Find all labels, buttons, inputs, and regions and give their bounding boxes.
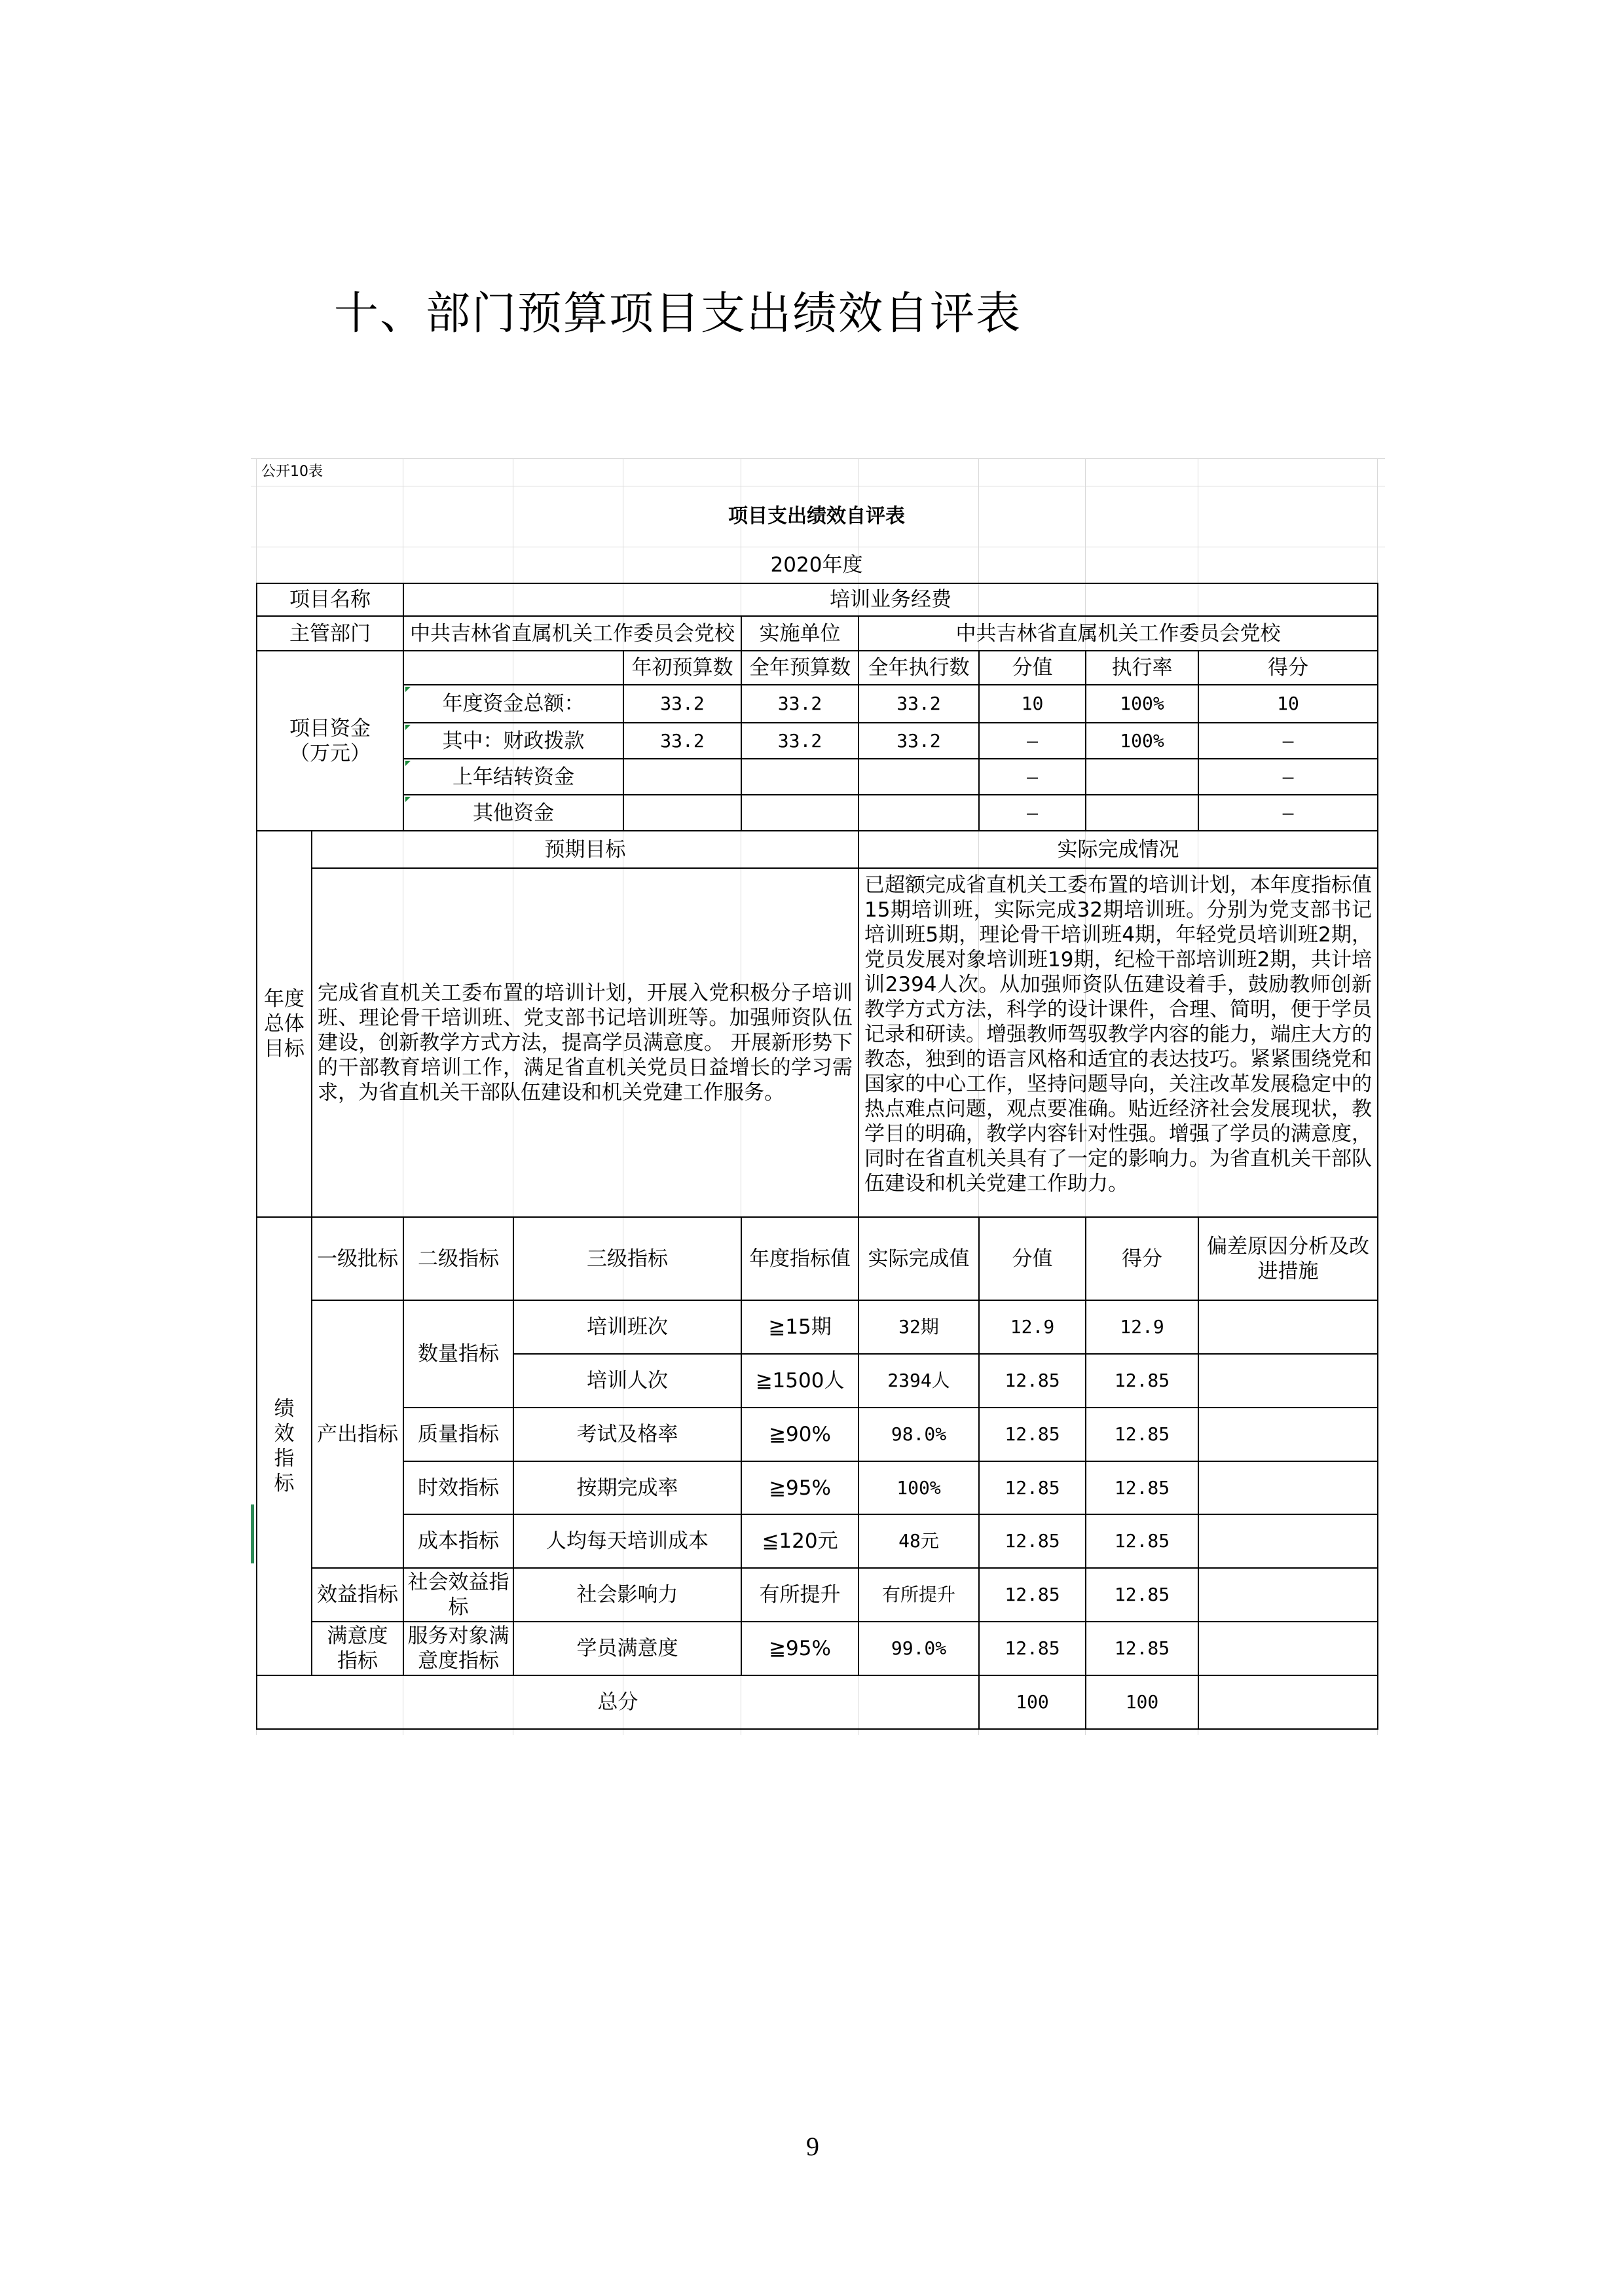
funds-value: 100% [1085,722,1199,759]
indicator-header-cell: 一级批标 [311,1216,404,1301]
indicator-header-cell: 得分 [1085,1216,1199,1301]
indicator-actual: 32期 [858,1300,980,1355]
funds-row-label: 上年结转资金 [403,758,624,795]
impl-value: 中共吉林省直属机关工作委员会党校 [858,615,1378,651]
funds-value [741,758,859,795]
indicator-score: 12.85 [1085,1461,1199,1515]
indicator-header-cell: 分值 [978,1216,1086,1301]
project-name-label: 项目名称 [256,583,404,617]
gridline [251,458,1385,459]
sheet-year: 2020年度 [770,553,863,577]
funds-value [858,794,980,831]
indicator-target: ≦120元 [741,1514,859,1569]
funds-header-cell: 分值 [978,650,1086,685]
funds-header-cell: 年初预算数 [623,650,742,685]
funds-value [858,758,980,795]
funds-label: 项目资金 （万元） [256,650,404,831]
funds-value: — [978,794,1086,831]
indicator-score: 12.85 [1085,1407,1199,1462]
funds-value [1085,758,1199,795]
funds-value: — [978,722,1086,759]
row-selection-marker [251,1504,254,1563]
funds-value: 33.2 [623,684,742,723]
performance-sheet [251,458,1385,1735]
actual-result-header: 实际完成情况 [858,830,1378,869]
indicator-header-cell: 偏差原因分析及改进措施 [1198,1216,1378,1301]
indicator-name: 按期完成率 [513,1461,742,1515]
indicator-target: ≧15期 [741,1300,859,1355]
indicator-score-value: 12.85 [978,1567,1086,1622]
indicator-score-value: 12.85 [978,1353,1086,1408]
indicator-deviation-note [1198,1514,1378,1569]
funds-value: 10 [1198,684,1378,723]
indicator-score: 12.85 [1085,1621,1199,1676]
indicator-score-value: 12.85 [978,1514,1086,1569]
indicator-score: 12.85 [1085,1567,1199,1622]
indicator-score: 12.9 [1085,1300,1199,1355]
indicator-score: 12.85 [1085,1514,1199,1569]
dept-value: 中共吉林省直属机关工作委员会党校 [403,615,742,651]
impl-label: 实施单位 [741,615,859,651]
funds-value [1085,794,1199,831]
indicator-actual: 有所提升 [858,1567,980,1622]
funds-value: — [1198,794,1378,831]
actual-result-text: 已超额完成省直机关工委布置的培训计划，本年度指标值15期培训班，实际完成32期培训班。分别为党支部书记培训班5期，理论骨干培训班4期，年轻党员培训班2期，党员发展对象培训班19期，纪检干部培训班2期，共计培训2394人次。从加强师资队伍建设着手，鼓励教师创新教学方式方法，科学的设计课件，合理、简明，便于学员记录和研读。增强教师驾驭教学内容的能力，端庄大方的教态，独到的语言风格和适宜的表达技巧。紧紧围绕党和国家的中心工作，坚持问题导向，关注改革发展稳定中的热点难点问题，观点要准确。贴近经济社会发展现状，教学目的明确，教学内容针对性强。增强了学员的满意度，同时在省直机关具有了一定的影响力。为省直机关干部队伍建设和机关党建工作助力。 [858,867,1378,1218]
dept-label: 主管部门 [256,615,404,651]
level2-timeliness: 时效指标 [403,1461,514,1515]
indicator-name: 人均每天培训成本 [513,1514,742,1569]
indicator-score-value: 12.85 [978,1621,1086,1676]
indicator-target: ≧1500人 [741,1353,859,1408]
project-name-value: 培训业务经费 [403,583,1378,617]
sheet-title: 项目支出绩效自评表 [728,504,905,528]
cell-note-marker [405,725,411,730]
page-number: 9 [806,2132,819,2161]
funds-value: 100% [1085,684,1199,723]
level1-satisfaction: 满意度 指标 [311,1621,404,1676]
indicator-score-value: 12.85 [978,1407,1086,1462]
funds-row-label: 其中：财政拨款 [403,722,624,759]
indicator-target: ≧95% [741,1461,859,1515]
total-label: 总分 [256,1675,980,1730]
indicator-target: 有所提升 [741,1567,859,1622]
level2-service-satisfaction: 服务对象满 意度指标 [403,1621,514,1676]
indicator-deviation-note [1198,1567,1378,1622]
total-note [1198,1675,1378,1730]
indicator-actual: 99.0% [858,1621,980,1676]
indicator-score: 12.85 [1085,1353,1199,1408]
indicator-header-cell: 年度指标值 [741,1216,859,1301]
funds-header-blank [403,650,624,685]
level2-quality: 质量指标 [403,1407,514,1462]
indicator-name: 培训人次 [513,1353,742,1408]
indicator-score-value: 12.85 [978,1461,1086,1515]
funds-header-cell: 执行率 [1085,650,1199,685]
indicator-name: 考试及格率 [513,1407,742,1462]
indicator-actual: 98.0% [858,1407,980,1462]
funds-value: — [1198,722,1378,759]
page-title: 十、部门预算项目支出绩效自评表 [334,288,1022,340]
indicator-actual: 48元 [858,1514,980,1569]
indicator-deviation-note [1198,1300,1378,1355]
form-number-label: 公开10表 [261,464,323,480]
cell-note-marker [405,797,411,802]
indicator-deviation-note [1198,1461,1378,1515]
level1-output: 产出指标 [311,1300,404,1569]
funds-value: 33.2 [858,684,980,723]
indicator-deviation-note [1198,1621,1378,1676]
funds-value: — [1198,758,1378,795]
funds-header-cell: 全年执行数 [858,650,980,685]
funds-value [623,758,742,795]
level2-cost: 成本指标 [403,1514,514,1569]
funds-value [623,794,742,831]
funds-value: 33.2 [741,722,859,759]
funds-value: 33.2 [623,722,742,759]
funds-value: — [978,758,1086,795]
funds-value: 33.2 [741,684,859,723]
total-score-value: 100 [978,1675,1086,1730]
funds-value: 33.2 [858,722,980,759]
funds-header-cell: 得分 [1198,650,1378,685]
expected-goal-text: 完成省直机关工委布置的培训计划，开展入党积极分子培训班、理论骨干培训班、党支部书记培训班等。加强师资队伍建设，创新教学方式方法，提高学员满意度。 开展新形势下的干部教育培训工作，满足省直机关党员日益增长的学习需求，为省直机关干部队伍建设和机关党建工作服务。 [311,867,859,1218]
level1-benefit: 效益指标 [311,1567,404,1622]
indicator-header-cell: 实际完成值 [858,1216,980,1301]
funds-value: 10 [978,684,1086,723]
indicator-deviation-note [1198,1353,1378,1408]
cell-note-marker [405,687,411,692]
indicator-score-value: 12.9 [978,1300,1086,1355]
cell-note-marker [405,761,411,766]
indicator-target: ≧90% [741,1407,859,1462]
funds-header-cell: 全年预算数 [741,650,859,685]
total-score: 100 [1085,1675,1199,1730]
indicator-name: 学员满意度 [513,1621,742,1676]
indicator-header-cell: 二级指标 [403,1216,514,1301]
indicator-header-cell: 三级指标 [513,1216,742,1301]
level2-quantity: 数量指标 [403,1300,514,1408]
expected-goal-header: 预期目标 [311,830,859,869]
performance-indicators-label: 绩 效 指 标 [256,1216,312,1676]
funds-row-label: 年度资金总额： [403,684,624,723]
indicator-deviation-note [1198,1407,1378,1462]
indicator-name: 社会影响力 [513,1567,742,1622]
annual-goal-label: 年度 总体 目标 [256,830,312,1218]
indicator-name: 培训班次 [513,1300,742,1355]
indicator-actual: 2394人 [858,1353,980,1408]
funds-row-label: 其他资金 [403,794,624,831]
level2-social-benefit: 社会效益指 标 [403,1567,514,1622]
indicator-actual: 100% [858,1461,980,1515]
indicator-target: ≧95% [741,1621,859,1676]
funds-value [741,794,859,831]
